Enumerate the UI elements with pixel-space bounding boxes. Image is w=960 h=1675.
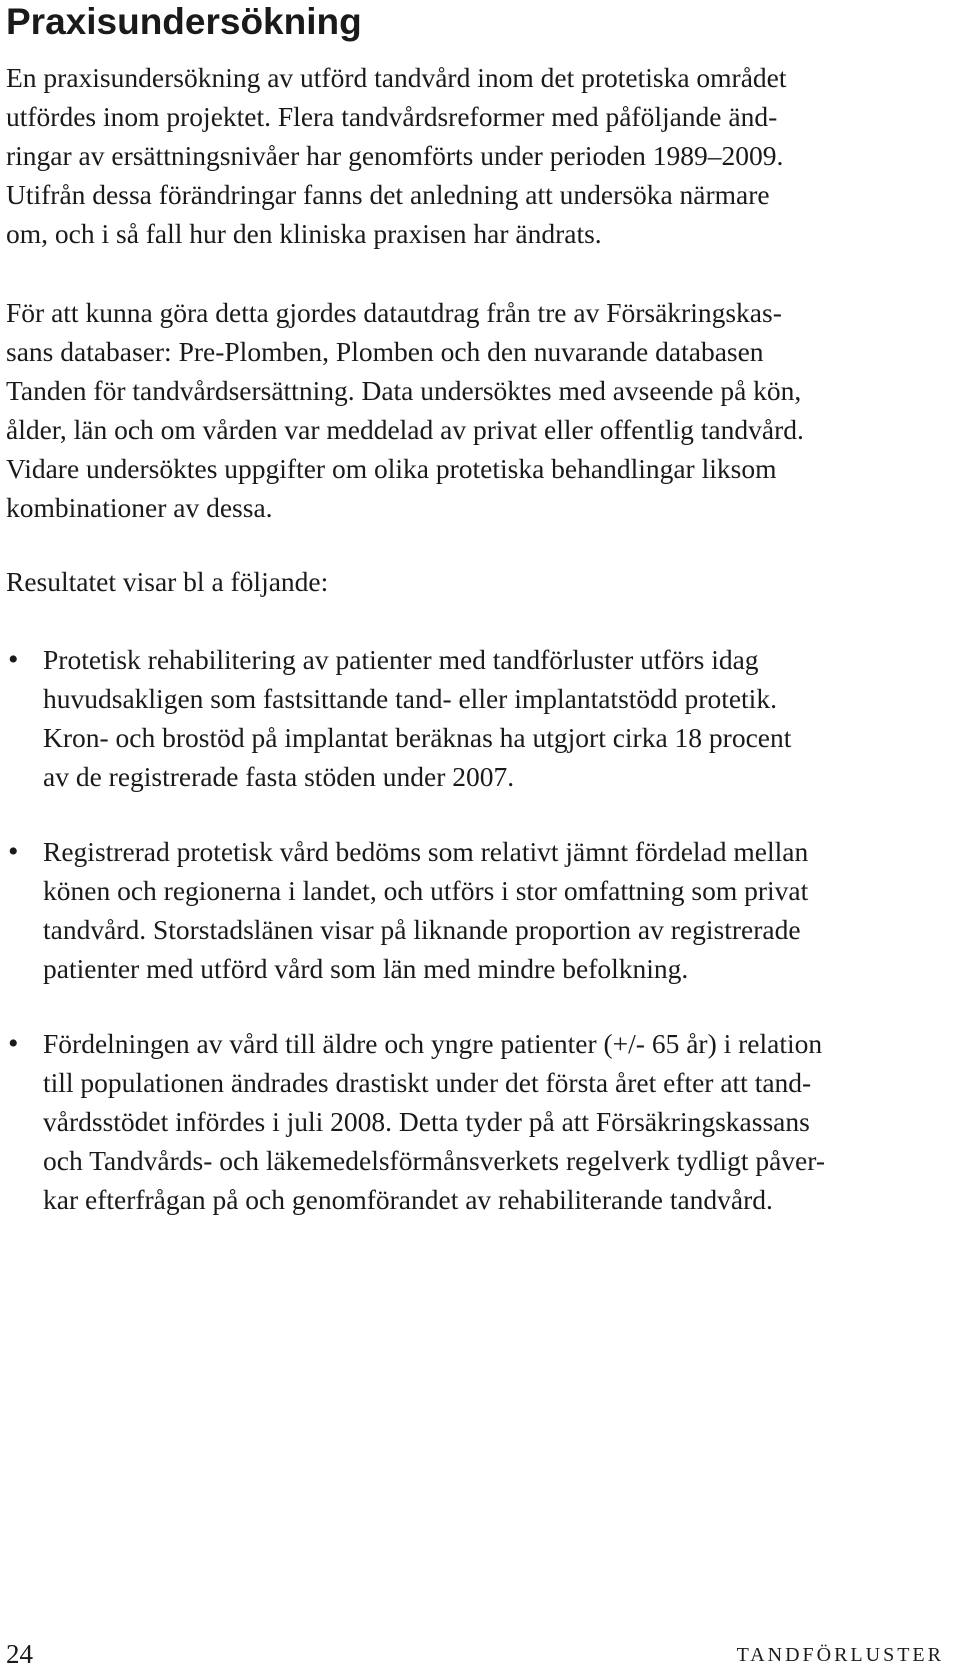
- text-line: Fördelningen av vård till äldre och yngre patienter (+/- 65 år) i relation: [43, 1028, 823, 1059]
- text-line: och Tandvårds- och läkemedelsförmånsverkets regelverk tydligt påver-: [43, 1145, 826, 1176]
- text-line: till populationen ändrades drastiskt under det första året efter att tand-: [43, 1067, 812, 1098]
- text-line: Resultatet visar bl a följande:: [6, 566, 329, 597]
- text-line: Kron- och brostöd på implantat beräknas ha utgjort cirka 18 procent: [43, 722, 792, 753]
- bullet-text: [43, 640, 791, 796]
- text-line: utfördes inom projektet. Flera tandvårdsreformer med påföljande änd-: [6, 101, 778, 132]
- bullet-icon: •: [8, 835, 19, 868]
- bullet-icon: •: [8, 643, 19, 676]
- text-line: sans databaser: Pre-Plomben, Plomben och den nuvarande databasen: [6, 336, 764, 367]
- page-number: 24: [6, 1639, 33, 1669]
- text-line: tandvård. Storstadslänen visar på liknande proportion av registrerade: [43, 914, 801, 945]
- text-line: om, och i så fall hur den kliniska praxisen har ändrats.: [6, 218, 602, 249]
- bullet-text: [43, 832, 808, 988]
- text-line: Registrerad protetisk vård bedöms som relativt jämnt fördelad mellan: [43, 836, 809, 867]
- paragraph-results-intro: [6, 562, 931, 601]
- text-line: ringar av ersättningsnivåer har genomförts under perioden 1989–2009.: [6, 140, 784, 171]
- text-line: patienter med utförd vård som län med mindre befolkning.: [43, 953, 689, 984]
- paragraph-intro: [6, 58, 931, 253]
- text-line: Vidare undersöktes uppgifter om olika protetiska behandlingar liksom: [6, 453, 777, 484]
- text-line: könen och regionerna i landet, och utförs i stor omfattning som privat: [43, 875, 809, 906]
- text-line: Utifrån dessa förändringar fanns det anledning att undersöka närmare: [6, 179, 770, 210]
- text-line: kombinationer av dessa.: [6, 492, 273, 523]
- text-line: För att kunna göra detta gjordes datautdrag från tre av Försäkringskas-: [6, 297, 782, 328]
- text-line: Tanden för tandvårdsersättning. Data undersöktes med avseende på kön,: [6, 375, 802, 406]
- text-line: En praxisundersökning av utförd tandvård inom det protetiska området: [6, 62, 787, 93]
- text-line: kar efterfrågan på och genomförandet av rehabiliterande tandvård.: [43, 1184, 773, 1215]
- text-line: Protetisk rehabilitering av patienter med tandförluster utförs idag: [43, 644, 759, 675]
- text-line: av de registrerade fasta stöden under 2007.: [43, 761, 515, 792]
- page-title: Praxisundersökning: [6, 1, 362, 42]
- bullet-text: [43, 1024, 825, 1219]
- bullet-icon: •: [8, 1027, 19, 1060]
- text-line: vårdsstödet infördes i juli 2008. Detta tyder på att Försäkringskassans: [43, 1106, 810, 1137]
- running-title: TANDFÖRLUSTER: [736, 1644, 944, 1666]
- text-line: ålder, län och om vården var meddelad av privat eller offentlig tandvård.: [6, 414, 804, 445]
- text-line: huvudsakligen som fastsittande tand- eller implantatstödd protetik.: [43, 683, 777, 714]
- paragraph-method: [6, 293, 931, 527]
